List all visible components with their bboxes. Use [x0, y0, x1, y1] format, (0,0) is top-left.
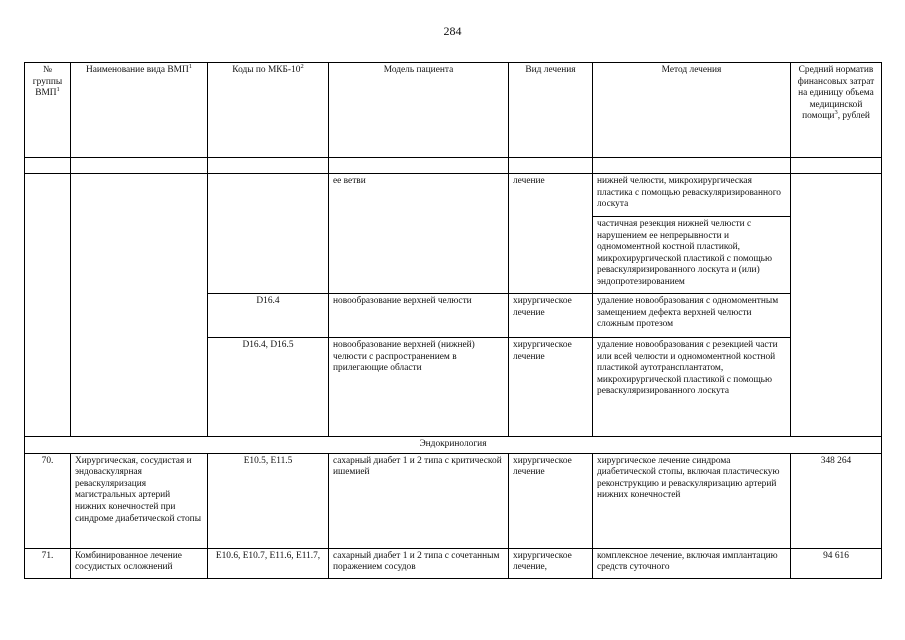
header-treatment-method: Метод лечения — [593, 63, 791, 158]
vmp-name-cell: Хирургическая, сосудистая и эндоваскулярная реваскуляризация магистральных артерий нижних конечностей при синдроме диабетической стопы — [71, 453, 208, 548]
table-header-row — [25, 63, 882, 158]
patient-model-cell: сахарный диабет 1 и 2 типа с сочетанным поражением сосудов — [329, 548, 509, 578]
page-number: 284 — [443, 24, 462, 38]
treatment-method-cell: удаление новообразования с резекцией части или всей челюсти и одномоментной костной пластикой аутотрансплантатом, микрохирургической пластикой с помощью реваскуляризированного лоскута — [593, 338, 791, 437]
icd-code-cell: E10.6, E10.7, E11.6, E11.7, — [208, 548, 329, 578]
patient-model-cell: сахарный диабет 1 и 2 типа с критической ишемией — [329, 453, 509, 548]
treatment-method-cell: комплексное лечение, включая имплантацию средств суточного — [593, 548, 791, 578]
header-treatment-type: Вид лечения — [509, 63, 593, 158]
treatment-method-cell: хирургическое лечение синдрома диабетической стопы, включая пластическую реконструкцию и реваскуляризацию артерий нижних конечностей — [593, 453, 791, 548]
patient-model-cell: новообразование верхней (нижней) челюсти с распространением в прилегающие области — [329, 338, 509, 437]
vmp-name-cell: Комбинированное лечение сосудистых осложнений — [71, 548, 208, 578]
header-vmp-name: Наименование вида ВМП$^1$ — [71, 63, 208, 158]
table-row — [25, 548, 882, 578]
treatment-type-cell: хирургическое лечение — [509, 338, 593, 437]
icd-code-cell: D16.4, D16.5 — [208, 338, 329, 437]
icd-code-cell: D16.4 — [208, 294, 329, 338]
header-average-cost: Средний норматив финансовых затрат на единицу объема медицинской помощи$^3$, рублей — [791, 63, 882, 158]
section-title: Эндокринология — [25, 437, 882, 454]
section-row — [25, 437, 882, 454]
group-number-cell: 70. — [25, 453, 71, 548]
treatment-type-cell: хирургическое лечение, — [509, 548, 593, 578]
treatment-method-cell: нижней челюсти, микрохирургическая пластика с помощью реваскуляризированного лоскута — [593, 174, 791, 217]
average-cost-cell: 94 616 — [791, 548, 882, 578]
group-number-cell: 71. — [25, 548, 71, 578]
treatment-type-cell: лечение — [509, 174, 593, 294]
treatment-method-cell: удаление новообразования с одномоментным замещением дефекта верхней челюсти сложным протезом — [593, 294, 791, 338]
table-spacer-row — [25, 158, 882, 174]
vmp-table — [24, 62, 882, 579]
header-group-number: № группы ВМП$^1$ — [25, 63, 71, 158]
icd-code-cell: E10.5, E11.5 — [208, 453, 329, 548]
table-row — [25, 453, 882, 548]
header-patient-model: Модель пациента — [329, 63, 509, 158]
table-row — [25, 174, 882, 217]
average-cost-cell: 348 264 — [791, 453, 882, 548]
header-icd-codes: Коды по МКБ-$10^2$ — [208, 63, 329, 158]
treatment-type-cell: хирургическое лечение — [509, 294, 593, 338]
treatment-type-cell: хирургическое лечение — [509, 453, 593, 548]
patient-model-cell: ее ветви — [329, 174, 509, 294]
treatment-method-cell: частичная резекция нижней челюсти с нарушением ее непрерывности и одномоментной костной пластикой, микрохирургической пластикой с помощью реваскуляризированного лоскута и (или) эндопротезированием — [593, 217, 791, 294]
patient-model-cell: новообразование верхней челюсти — [329, 294, 509, 338]
